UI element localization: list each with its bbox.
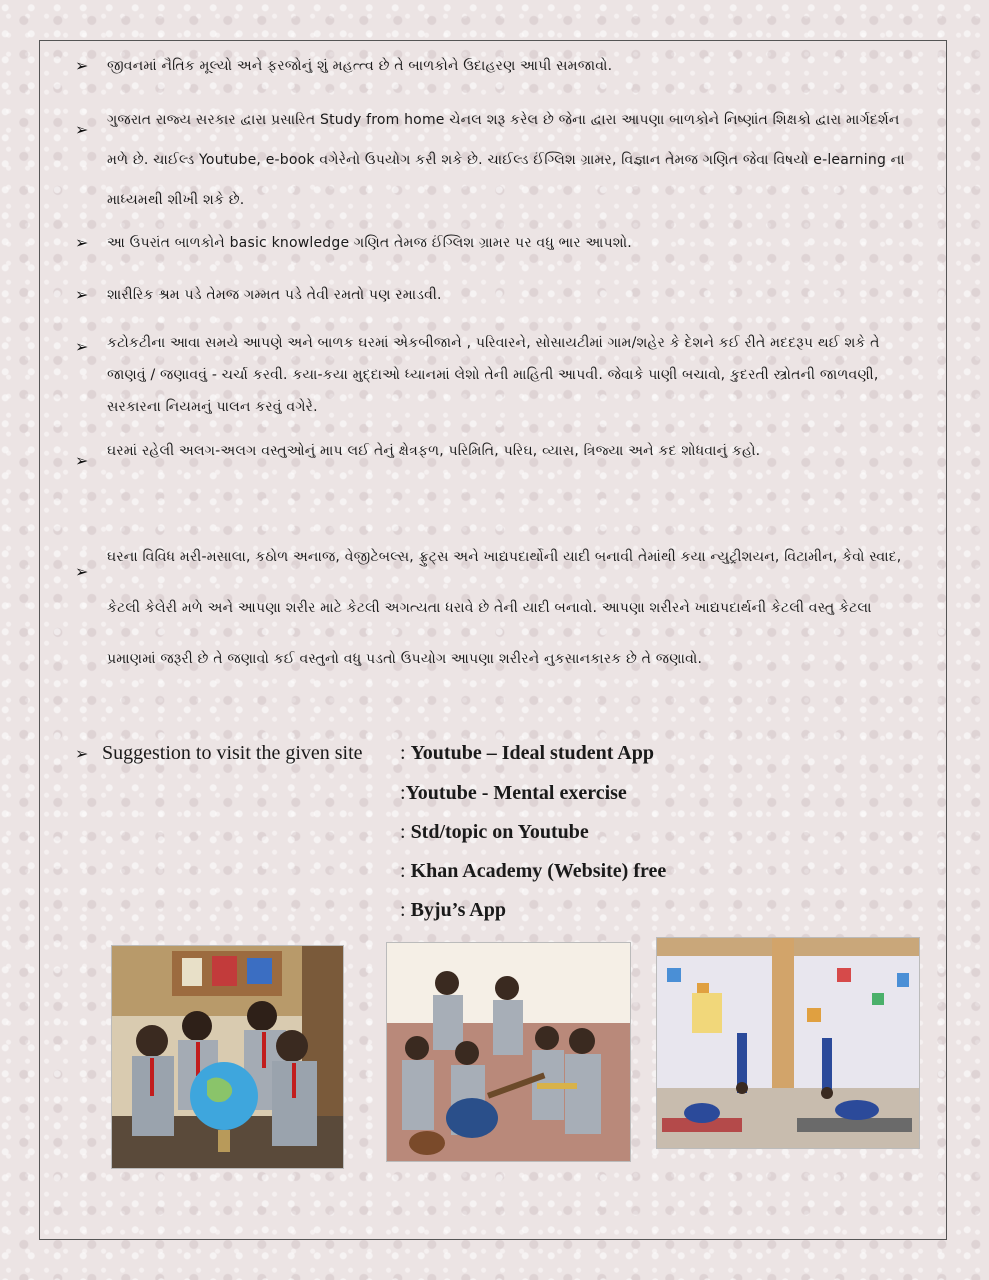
bullet-text: ઘરના વિવિધ મરી-મસાલા, કઠોળ અનાજ, વેજીટેબલ્સ, ફ્રુટ્સ અને ખાદ્યપદાર્થોની યાદી બનાવી તેમાંથી કયા ન્યુટ્રીશયન, વિટામીન, કેવો સ્વાદ, કેટલી કેલેરી મળે અને આપણા શરીર માટે કેટલી અગત્યતા ધરાવે છે તેની યાદી બનાવો. આપણા શરીરને ખાદ્યપદાર્થની કેટલી વસ્તુ કેટલા પ્રમાણમાં જરૂરી છે તે જણાવો કઈ વસ્તુનો વધુ પડતો ઉપયોગ આપણા શરીરને નુકસાનકારક છે તે જણાવો. — [107, 549, 902, 667]
bullet-item-2 — [75, 100, 913, 220]
arrow-bullet-icon: ➢ — [75, 451, 89, 470]
site-name: Youtube - Mental exercise — [405, 782, 627, 804]
site-entry — [400, 899, 506, 929]
arrow-bullet-icon: ➢ — [75, 120, 89, 139]
arrow-bullet-icon: ➢ — [75, 233, 89, 252]
bullet-item-1 — [75, 52, 913, 80]
arrow-bullet-icon: ➢ — [75, 285, 89, 304]
site-separator: : — [400, 782, 406, 804]
arrow-bullet-icon: ➢ — [75, 56, 89, 75]
site-separator: : — [400, 899, 411, 921]
photo-students-music — [386, 942, 631, 1162]
bullet-item-6 — [75, 431, 913, 471]
arrow-bullet-icon: ➢ — [75, 562, 89, 581]
site-separator: : — [400, 860, 411, 882]
bullet-item-5 — [75, 327, 913, 423]
site-entry — [400, 860, 666, 890]
bullet-text: શારીરિક શ્રમ પડે તેમજ ગમ્મત પડે તેવી રમતો પણ રમાડવી. — [107, 287, 442, 303]
site-entry — [400, 782, 627, 812]
site-separator: : — [400, 742, 411, 764]
bullet-text: જીવનમાં નૈતિક મૂલ્યો અને ફરજોનું શું મહત્ત્વ છે તે બાળકોને ઉદાહરણ આપી સમજાવો. — [107, 58, 613, 74]
arrow-bullet-icon: ➢ — [75, 744, 89, 763]
bullet-item-7 — [75, 532, 913, 685]
arrow-bullet-icon: ➢ — [75, 337, 89, 356]
photo-students-globe — [111, 945, 344, 1169]
bullet-text: ગુજરાત રાજ્ય સરકાર દ્વારા પ્રસારિત Study from home ચેનલ શરૂ કરેલ છે જેના દ્વારા આપણા બાળકોને નિષ્ણાંત શિક્ષકો દ્વારા માર્ગદર્શન મળે છે. ચાઈલ્ડ Youtube, e-book વગેરેનો ઉપયોગ કરી શકે છે. ચાઈલ્ડ ઈંગ્લિશ ગ્રામર, વિજ્ઞાન તેમજ ગણિત જેવા વિષયો e-learning ના માધ્યમથી શીખી શકે છે. — [107, 112, 905, 208]
bullet-text: ઘરમાં રહેલી અલગ-અલગ વસ્તુઓનું માપ લઈ તેનું ક્ષેત્રફળ, પરિમિતિ, પરિઘ, વ્યાસ, ત્રિજ્યા અને કદ શોધવાનું કહો. — [107, 443, 761, 459]
site-entry — [400, 821, 589, 851]
bullet-item-4 — [75, 281, 913, 309]
site-separator: : — [400, 821, 411, 843]
photo-students-yoga — [656, 937, 920, 1149]
site-name: Khan Academy (Website) free — [410, 860, 667, 882]
site-name: Youtube – Ideal student App — [410, 742, 654, 764]
suggestion-lead: Suggestion to visit the given site — [102, 742, 363, 764]
bullet-text: કટોકટીના આવા સમયે આપણે અને બાળક ઘરમાં એકબીજાને , પરિવારને, સોસાયટીમાં ગામ/શહેર કે દેશને કઈ રીતે મદદરૂપ થઈ શકે તે જાણવું / જણાવવું - ચર્ચા કરવી. કયા-કયા મુદ્દાઓ ધ્યાનમાં લેશો તેની માહિતી આપવી. જેવાકે પાણી બચાવો, કુદરતી સ્ત્રોતની જાળવણી, સરકારના નિયમનું પાલન કરવું વગેરે. — [107, 335, 880, 415]
bullet-item-3 — [75, 229, 913, 257]
site-name: Byju’s App — [410, 899, 506, 921]
site-name: Std/topic on Youtube — [410, 821, 589, 843]
bullet-text: આ ઉપરાંત બાળકોને basic knowledge ગણિત તેમજ ઈંગ્લિશ ગ્રામર પર વધુ ભાર આપશો. — [107, 235, 632, 251]
site-entry — [400, 742, 654, 772]
